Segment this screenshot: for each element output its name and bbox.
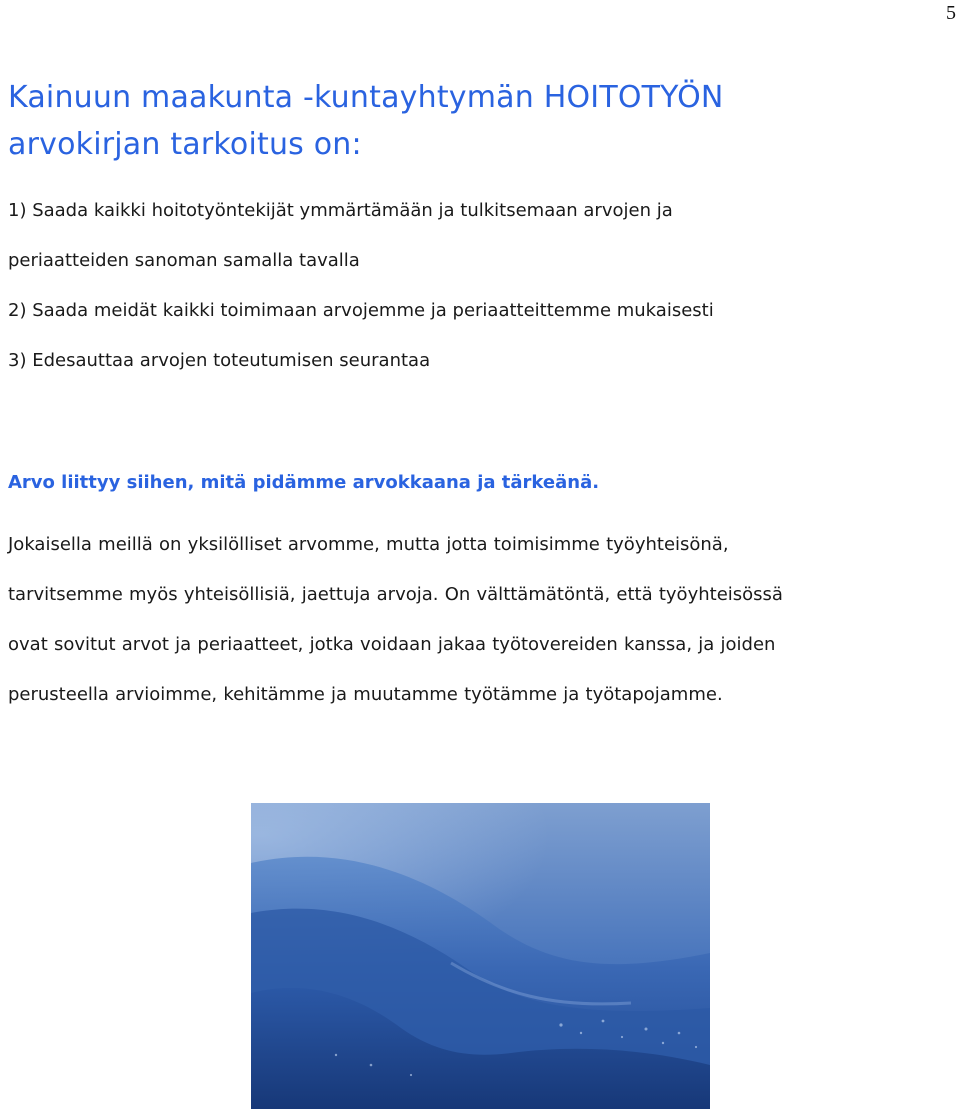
purpose-item xyxy=(8,198,948,273)
purpose-list xyxy=(8,198,948,373)
value-definition-lead: Arvo liittyy siihen, mitä pidämme arvokkaana ja tärkeänä. xyxy=(8,472,600,493)
page-number: 5 xyxy=(946,2,956,24)
purpose-item xyxy=(8,348,948,373)
wave-illustration xyxy=(251,803,710,1109)
purpose-item-2: 2) Saada meidät kaikki toimimaan arvojemme ja periaatteittemme mukaisesti xyxy=(8,300,714,321)
purpose-item-1-line-1: 1) Saada kaikki hoitotyöntekijät ymmärtämään ja tulkitsemaan arvojen ja xyxy=(8,200,673,221)
body-paragraph xyxy=(8,520,956,720)
purpose-item xyxy=(8,298,948,323)
purpose-item-1-line-2: periaatteiden sanoman samalla tavalla xyxy=(8,250,360,271)
purpose-item-3: 3) Edesauttaa arvojen toteutumisen seurantaa xyxy=(8,350,431,371)
page-title xyxy=(8,74,948,168)
body-line-1: Jokaisella meillä on yksilölliset arvomme, mutta jotta toimisimme työyhteisönä, xyxy=(8,534,729,555)
title-line-1: Kainuun maakunta -kuntayhtymän HOITOTYÖN xyxy=(8,80,724,115)
body-line-3: ovat sovitut arvot ja periaatteet, jotka voidaan jakaa työtovereiden kanssa, ja joiden xyxy=(8,634,776,655)
title-line-2: arvokirjan tarkoitus on: xyxy=(8,127,362,162)
body-line-4: perusteella arvioimme, kehitämme ja muutamme työtämme ja työtapojamme. xyxy=(8,684,723,705)
body-line-2: tarvitsemme myös yhteisöllisiä, jaettuja arvoja. On välttämätöntä, että työyhteisössä xyxy=(8,584,783,605)
ocean-wave-image xyxy=(251,803,710,1109)
